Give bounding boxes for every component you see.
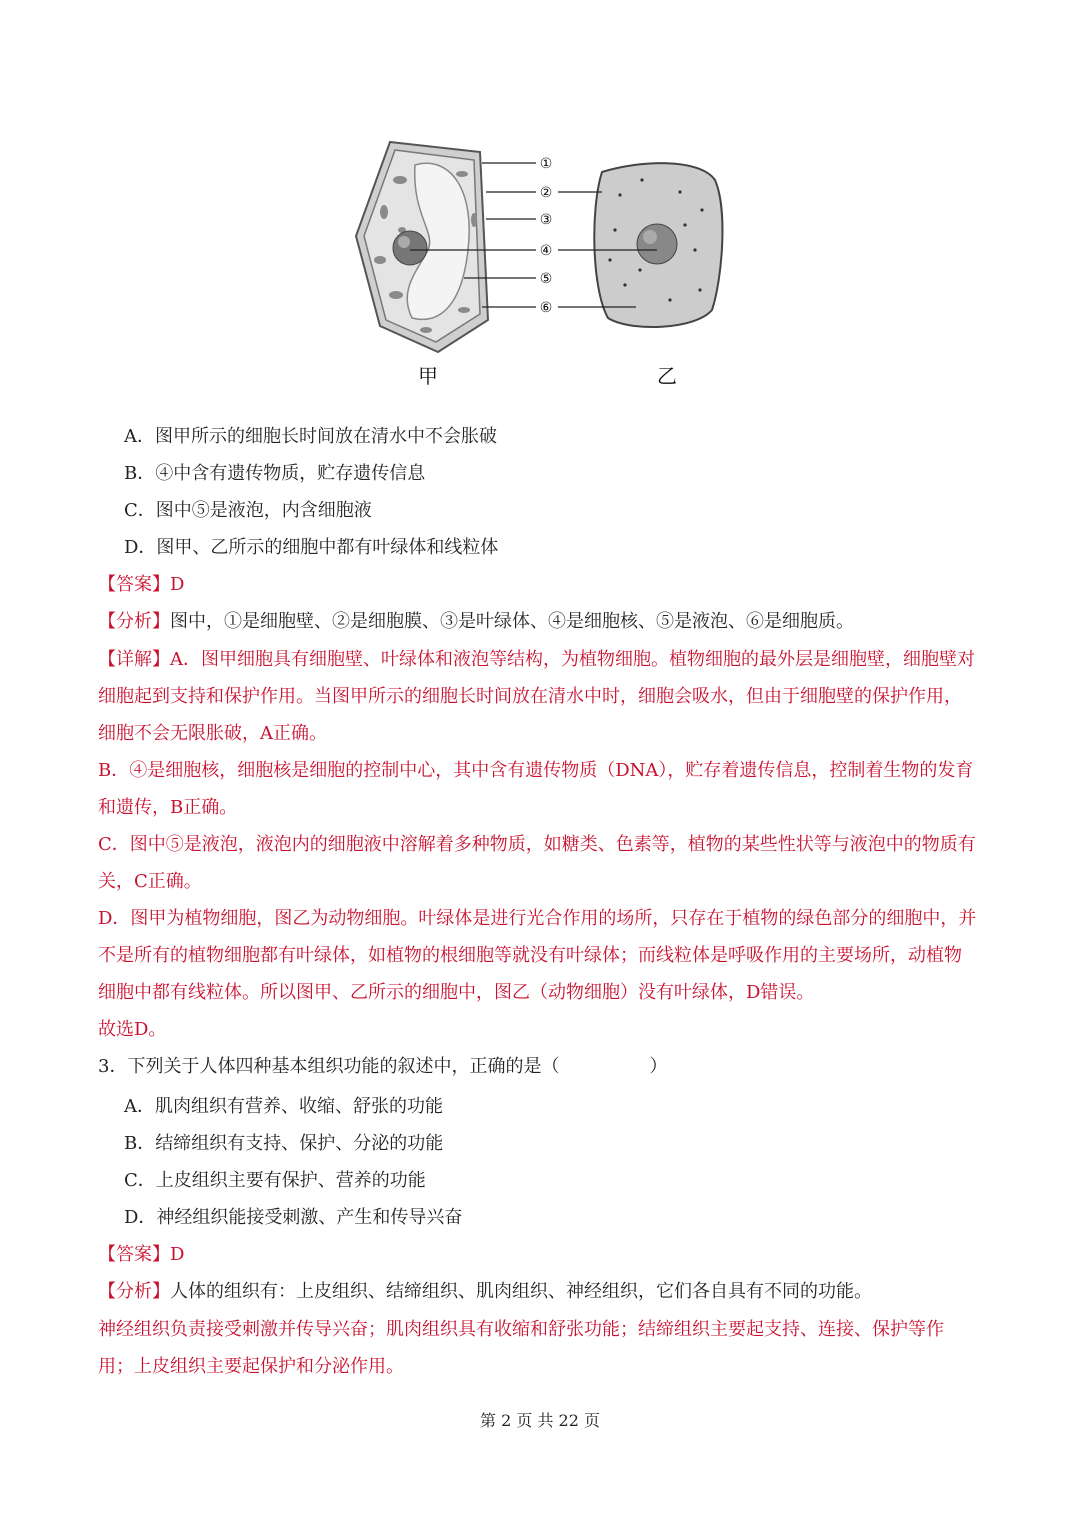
cell-diagram <box>340 120 760 400</box>
q3-option-a: A．肌肉组织有营养、收缩、舒张的功能 <box>124 1096 443 1117</box>
svg-text:⑥: ⑥ <box>539 300 553 316</box>
q2-answer <box>98 572 184 598</box>
q3-option-d: D．神经组织能接受刺激、产生和传导兴奋 <box>124 1207 463 1228</box>
detail-b: B．④是细胞核，细胞核是细胞的控制中心，其中含有遗传物质（DNA），贮存着遗传信息，控制着生物的发育和遗传，B正确。 <box>98 760 974 818</box>
q2-option-c: C．图中⑤是液泡，内含细胞液 <box>124 500 372 521</box>
q3-answer-value: D <box>170 1244 185 1265</box>
q2-option-b: B．④中含有遗传物质，贮存遗传信息 <box>124 463 426 484</box>
svg-text:③: ③ <box>539 212 553 228</box>
answer-value: D <box>170 574 185 595</box>
svg-text:④: ④ <box>539 243 553 259</box>
q3-option-c: C．上皮组织主要有保护、营养的功能 <box>124 1170 426 1191</box>
label-3 <box>538 211 554 228</box>
q3-stem: 3．下列关于人体四种基本组织功能的叙述中，正确的是（ ） <box>98 1056 668 1077</box>
detail-d: D．图甲为植物细胞，图乙为动物细胞。叶绿体是进行光合作用的场所，只存在于植物的绿色部分的细胞中，并不是所有的植物细胞都有叶绿体，如植物的根细胞等就没有叶绿体；而线粒体是呼吸作用的主要场所，动植物细胞中都有线粒体。所以图甲、乙所示的细胞中，图乙（动物细胞）没有叶绿体，D错误。 <box>98 908 977 1003</box>
label-6 <box>538 299 554 316</box>
detail-tag: 【详解】 <box>98 649 170 670</box>
q2-option-a: A．图甲所示的细胞长时间放在清水中不会胀破 <box>124 426 497 447</box>
svg-text:②: ② <box>539 185 553 201</box>
q3-answer <box>98 1242 184 1268</box>
label-4 <box>538 242 554 259</box>
q2-detail <box>98 641 978 1048</box>
number-labels <box>538 155 554 316</box>
animal-cell <box>594 163 722 327</box>
svg-text:⑤: ⑤ <box>539 271 553 287</box>
analysis-tag: 【分析】 <box>98 611 170 632</box>
q2-analysis <box>98 609 854 635</box>
q3-analysis-text: 人体的组织有：上皮组织、结缔组织、肌肉组织、神经组织，它们各自具有不同的功能。 <box>170 1281 872 1302</box>
answer-tag: 【答案】 <box>98 574 170 595</box>
label-1 <box>538 155 554 172</box>
caption-plant: 甲 <box>418 364 438 388</box>
cell-diagram-svg <box>340 120 760 400</box>
q3-analysis <box>98 1279 872 1305</box>
detail-c: C．图中⑤是液泡，液泡内的细胞液中溶解着多种物质，如糖类、色素等，植物的某些性状等与液泡中的物质有关，C正确。 <box>98 834 976 892</box>
label-2 <box>538 184 554 201</box>
q2-option-d: D．图甲、乙所示的细胞中都有叶绿体和线粒体 <box>124 537 499 558</box>
q3-analysis-tag: 【分析】 <box>98 1281 170 1302</box>
q3-answer-tag: 【答案】 <box>98 1244 170 1265</box>
q3-option-b: B．结缔组织有支持、保护、分泌的功能 <box>124 1133 444 1154</box>
analysis-text: 图中，①是细胞壁、②是细胞膜、③是叶绿体、④是细胞核、⑤是液泡、⑥是细胞质。 <box>170 611 854 632</box>
page-footer: 第 2 页 共 22 页 <box>480 1411 600 1430</box>
conclusion: 故选D。 <box>98 1019 167 1040</box>
q3-analysis-more: 神经组织负责接受刺激并传导兴奋；肌肉组织具有收缩和舒张功能；结缔组织主要起支持、连接、保护等作用；上皮组织主要起保护和分泌作用。 <box>98 1319 944 1377</box>
plant-cell <box>356 142 488 352</box>
svg-text:①: ① <box>539 156 553 172</box>
detail-a-text: A．图甲细胞具有细胞壁、叶绿体和液泡等结构，为植物细胞。植物细胞的最外层是细胞壁，细胞壁对细胞起到支持和保护作用。当图甲所示的细胞长时间放在清水中时，细胞会吸水，但由于细胞壁的保护作用，细胞不会无限胀破，A正确。 <box>98 649 975 744</box>
caption-animal: 乙 <box>657 364 677 388</box>
detail-a <box>98 641 978 752</box>
label-5 <box>538 270 554 287</box>
